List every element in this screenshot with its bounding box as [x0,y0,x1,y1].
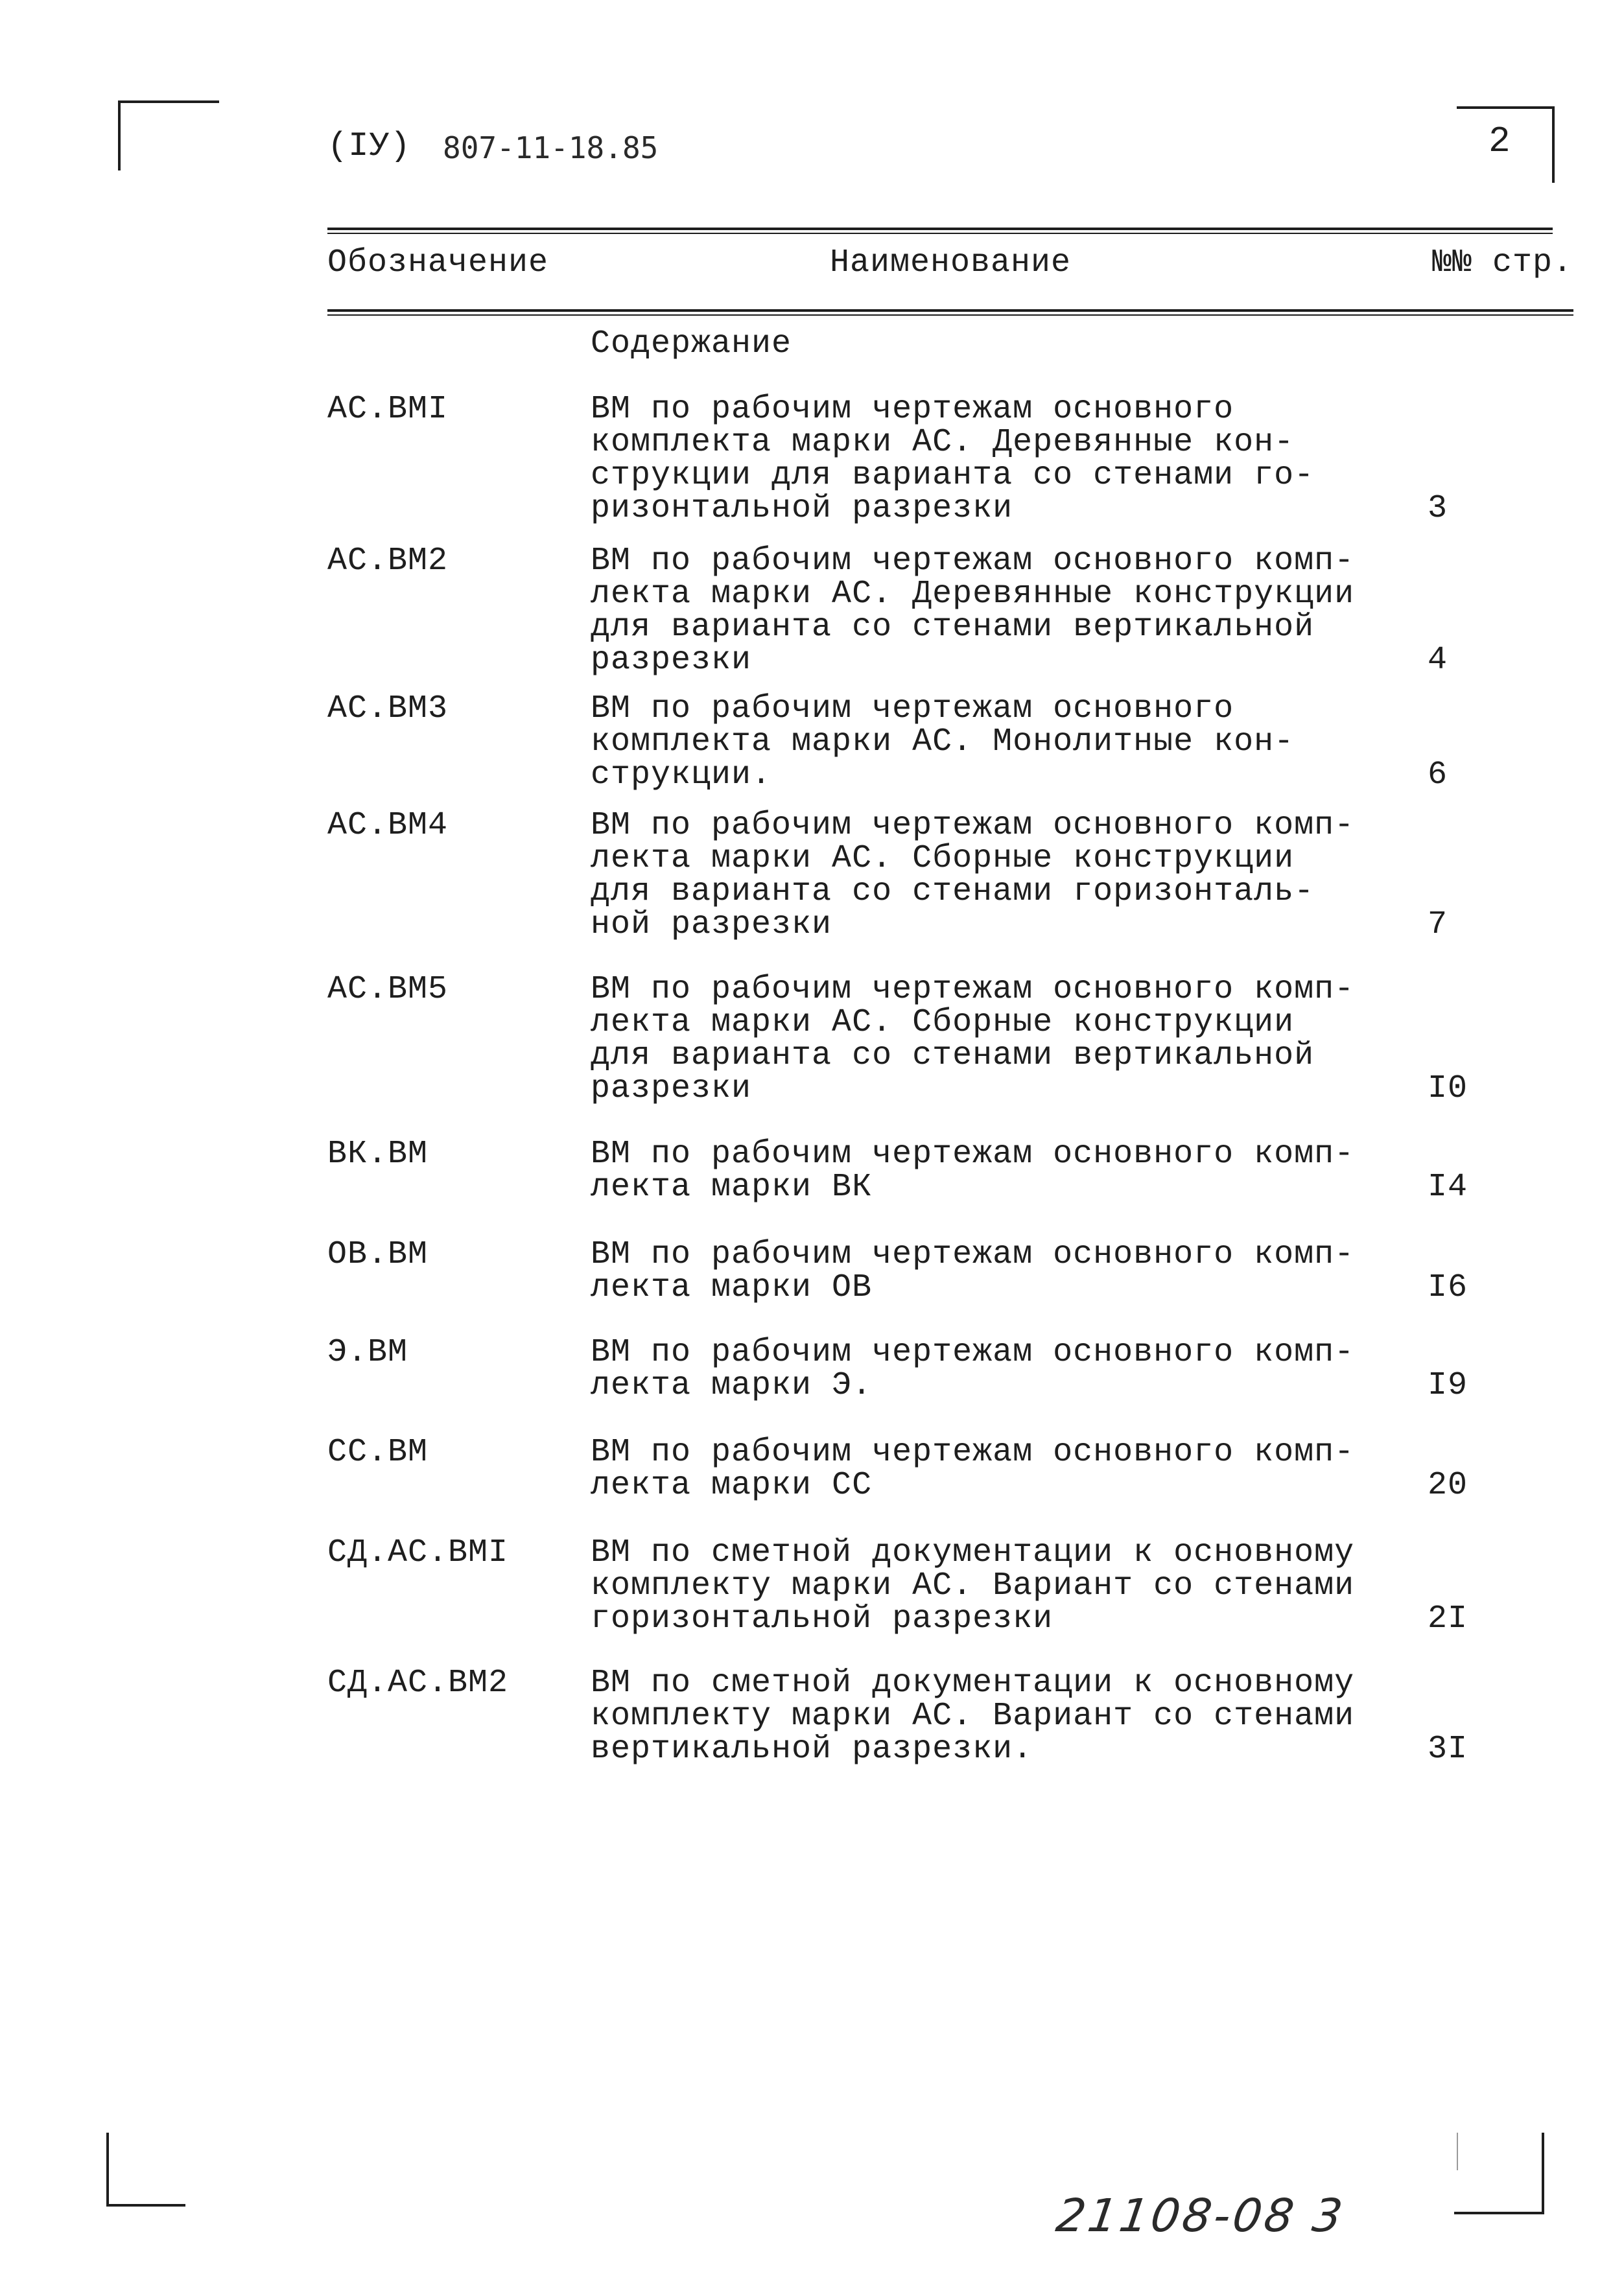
row-title-line: ВМ по рабочим чертежам основного [591,690,1234,727]
corner-mark-top-left-horizontal [118,100,219,103]
contents-row [327,809,1557,941]
row-title-line: ной разрезки [591,906,832,943]
contents-row [327,393,1557,525]
corner-mark-bottom-left-vertical [106,2133,109,2207]
row-title-line: вертикальной разрезки. [591,1731,1033,1768]
row-designation: АС.ВМI [327,391,449,428]
sheet-box-right [1552,106,1555,183]
row-title-line: комплекта марки АС. Деревянные кон- [591,424,1295,461]
row-page-number: 3 [1428,490,1448,527]
sheet-number: 2 [1489,121,1511,162]
row-title-line: комплекту марки АС. Вариант со стенами [591,1567,1355,1604]
row-designation: СД.АС.ВМI [327,1534,509,1571]
document-designation: 807-11-18.85 [443,130,659,165]
row-title-line: ВМ по сметной документации к основному [591,1534,1355,1571]
row-title-line: для варианта со стенами вертикальной [591,1037,1315,1074]
corner-mark-bottom-left-horizontal [106,2204,185,2207]
row-page-number: I6 [1428,1269,1468,1306]
row-title-line: ВМ по рабочим чертежам основного комп- [591,807,1355,844]
row-designation: Э.ВМ [327,1334,408,1371]
row-title-line: ВМ по рабочим чертежам основного комп- [591,543,1355,580]
row-title-line: ВМ по рабочим чертежам основного комп- [591,1434,1355,1471]
row-title-line: лекта марки ВК [591,1169,873,1206]
row-title [591,545,1428,677]
row-title-line: разрезки [591,1070,752,1107]
row-page-number: I4 [1428,1169,1468,1206]
header-rule-bottom [327,309,1573,312]
row-title [591,692,1428,791]
row-designation: ОВ.ВМ [327,1236,429,1273]
row-title-line: лекта марки АС. Сборные конструкции [591,1004,1295,1041]
column-header-name: Наименование [830,244,1072,281]
row-page-number: 2I [1428,1600,1468,1637]
row-title [591,1336,1428,1402]
row-title-line: ВМ по рабочим чертежам основного комп- [591,1136,1355,1173]
row-page-number: 7 [1428,906,1448,943]
row-designation: АС.ВМ3 [327,690,449,727]
column-header-designation: Обозначение [327,244,549,281]
row-page-number: I0 [1428,1070,1468,1107]
corner-mark-bottom-right-vertical [1542,2133,1544,2214]
row-title-line: ВМ по рабочим чертежам основного комп- [591,971,1355,1008]
row-title-line: разрезки [591,642,752,679]
row-page-number: 3I [1428,1731,1468,1768]
row-title-line: ВМ по рабочим чертежам основного комп- [591,1334,1355,1371]
row-title [591,973,1428,1105]
row-title-line: лекта марки ОВ [591,1269,873,1306]
row-page-number: 6 [1428,756,1448,793]
row-title-line: для варианта со стенами горизонталь- [591,873,1315,910]
contents-row [327,1336,1557,1402]
row-title-line: лекта марки АС. Деревянные конструкции [591,576,1355,613]
row-title-line: для варианта со стенами вертикальной [591,609,1315,646]
column-header-page: №№ стр. [1432,244,1573,281]
sheet-box-top [1457,106,1555,109]
row-page-number: 20 [1428,1467,1468,1504]
document-series-prefix: (IУ) [327,127,411,165]
contents-row [327,1536,1557,1635]
inventory-number: 21108-08 3 [1053,2189,1348,2242]
row-title [591,1436,1428,1502]
row-title-line: горизонтальной разрезки [591,1600,1053,1637]
row-title-line: лекта марки СС [591,1467,873,1504]
row-designation: ВК.ВМ [327,1136,429,1173]
row-page-number: 4 [1428,642,1448,679]
row-title-line: струкции. [591,756,772,793]
row-title [591,1138,1428,1204]
row-page-number: I9 [1428,1367,1468,1404]
header-rule-top [327,228,1553,230]
row-title-line: лекта марки АС. Сборные конструкции [591,840,1295,877]
row-title-line: лекта марки Э. [591,1367,873,1404]
contents-row [327,1238,1557,1304]
contents-row [327,973,1557,1105]
row-title [591,1536,1428,1635]
row-title-line: ВМ по сметной документации к основному [591,1665,1355,1702]
contents-row [327,545,1557,677]
row-title [591,1238,1428,1304]
header-rule-bottom-second [327,314,1573,316]
corner-mark-top-left-vertical [118,100,121,170]
contents-title: Содержание [591,325,792,362]
row-title-line: комплекта марки АС. Монолитные кон- [591,723,1295,760]
corner-mark-bottom-right-horizontal [1454,2212,1544,2214]
contents-row [327,692,1557,791]
row-designation: СД.АС.ВМ2 [327,1665,509,1702]
contents-row [327,1138,1557,1204]
header-rule-top-second [327,233,1553,234]
contents-row [327,1436,1557,1502]
row-title [591,1667,1428,1766]
corner-mark-bottom-right-inner [1457,2133,1458,2170]
row-title [591,393,1428,525]
row-title-line: ризонтальной разрезки [591,490,1013,527]
row-designation: АС.ВМ5 [327,971,449,1008]
contents-row [327,1667,1557,1766]
row-title-line: ВМ по рабочим чертежам основного комп- [591,1236,1355,1273]
row-designation: АС.ВМ2 [327,543,449,580]
row-designation: АС.ВМ4 [327,807,449,844]
row-title-line: струкции для варианта со стенами го- [591,457,1315,494]
row-designation: СС.ВМ [327,1434,429,1471]
row-title [591,809,1428,941]
row-title-line: комплекту марки АС. Вариант со стенами [591,1698,1355,1735]
row-title-line: ВМ по рабочим чертежам основного [591,391,1234,428]
